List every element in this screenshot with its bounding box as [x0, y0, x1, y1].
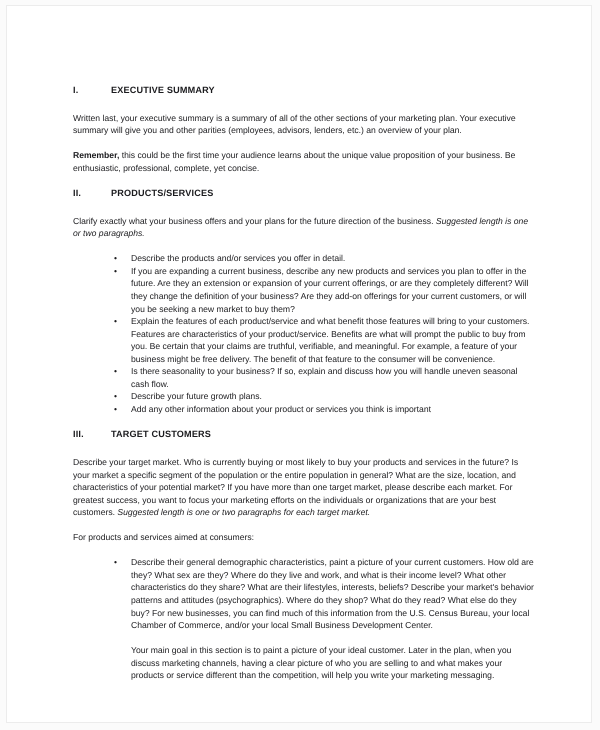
- paragraph-italic-note: Suggested length is one or two paragraphs for each target market.: [117, 507, 371, 518]
- document-page: [6, 5, 592, 723]
- section-heading-executive-summary: [73, 84, 535, 97]
- spacer: [73, 544, 535, 557]
- list-item-text: If you are expanding a current business, describe any new products and services you plan to offer in the future. Are they an extension or expansion of your current offerings, or are they completely different? Will they change the definition of your business? Are they add-on offerings for your current customers, or will you be seeking a new market to buy them?: [131, 265, 529, 314]
- spacer: [73, 415, 535, 428]
- paragraph-target-customers-closing: Your main goal in this section is to paint a picture of your ideal customer. Later in the plan, when you discuss marketing channels, having a clear picture of who you are selling to and what makes your products or service different than the competition, will help you write your marketing messaging.: [131, 645, 512, 681]
- list-item: [73, 365, 535, 390]
- section-numeral: I.: [73, 85, 79, 95]
- paragraph-executive-summary-2: [73, 149, 535, 174]
- paragraph-text: Clarify exactly what your business offers and your plans for the future direction of the business.: [73, 215, 436, 226]
- section-title: PRODUCTS/SERVICES: [111, 188, 214, 199]
- spacer: [73, 97, 535, 112]
- list-item-text: Explain the features of each product/service and what benefit those features will bring to your customers. Features are characteristics of your product/service. Benefits are what will prompt the public to buy from you. Be certain that your claims are truthful, verifiable, and meaningful. For example, a feature of your business might be free delivery. The benefit of that feature to the consumer will be convenience.: [131, 316, 530, 364]
- list-item: [73, 556, 535, 631]
- section-heading-products-services: [73, 187, 535, 200]
- paragraph-text: this could be the first time your audience learns about the unique value proposition of your business. Be enthusiastic, professional, complete, yet concise.: [73, 150, 516, 173]
- paragraph-italic-note: Suggested length is one or two paragraphs.: [73, 215, 529, 239]
- spacer: [73, 441, 535, 456]
- spacer: [73, 519, 535, 532]
- list-item-text: Describe your future growth plans.: [131, 391, 262, 402]
- list-item-text: Describe the products and/or services you offer in detail.: [131, 253, 346, 264]
- spacer: [73, 174, 535, 187]
- subheading-consumers: For products and services aimed at consumers:: [73, 532, 255, 543]
- paragraph-lead-bold: Remember,: [73, 150, 120, 161]
- list-item: [73, 265, 535, 315]
- list-item-text: Describe their general demographic characteristics, paint a picture of your current customers. How old are they? What sex are they? Where do they live and work, and what is their income level? What other characteristics do they share? What are their lifestyles, interests, beliefs? Describe your market's behavior patterns and attitudes (psychographics). Where do they shop? What do they read? What else do they buy? For new businesses, you can find much of this information from the U.S. Census Bureau, your local Chamber of Commerce, and/or your local Small Business Development Center.: [131, 557, 534, 631]
- paragraph-target-customers-intro: [73, 456, 535, 519]
- section-numeral: II.: [73, 188, 82, 199]
- bullet-list-products-services: [73, 252, 535, 415]
- spacer: [73, 632, 535, 645]
- list-item-text: Add any other information about your product or services you think is important: [131, 403, 431, 414]
- bullet-icon: •: [114, 403, 117, 414]
- list-item: [73, 403, 535, 416]
- spacer: [73, 200, 535, 215]
- bullet-icon: •: [114, 316, 117, 327]
- list-item: [73, 315, 535, 365]
- bullet-icon: •: [114, 557, 117, 568]
- spacer: [73, 137, 535, 150]
- bullet-icon: •: [114, 391, 117, 402]
- section-title: EXECUTIVE SUMMARY: [111, 85, 215, 95]
- section-heading-target-customers: [73, 428, 535, 441]
- section-title: TARGET CUSTOMERS: [111, 429, 212, 440]
- bullet-list-target-customers: [73, 556, 535, 631]
- list-item: [73, 390, 535, 403]
- list-item: [73, 252, 535, 265]
- bullet-icon: •: [114, 253, 117, 264]
- spacer: [73, 240, 535, 253]
- list-item-text: Is there seasonality to your business? If so, explain and discuss how you will handle uneven seasonal cash flow.: [131, 366, 518, 389]
- bullet-icon: •: [114, 265, 117, 276]
- paragraph-executive-summary-1: Written last, your executive summary is a summary of all of the other sections of your marketing plan. Your executive summary will give you and other parities (employees, advisors, lenders, etc.) an overview of your plan.: [73, 112, 516, 136]
- bullet-icon: •: [114, 366, 117, 377]
- paragraph-products-intro: [73, 215, 535, 240]
- section-numeral: III.: [73, 429, 84, 440]
- paragraph-text: Describe your target market. Who is currently buying or most likely to buy your products and services in the future? Is your market a specific segment of the population or the entire population in general? What are the size, location, and characteristics of your potential market? If you have more than one target market, please describe each market. For greatest success, you want to focus your marketing efforts on the individuals or organizations that are your best customers.: [73, 457, 519, 518]
- document-body: [73, 84, 535, 682]
